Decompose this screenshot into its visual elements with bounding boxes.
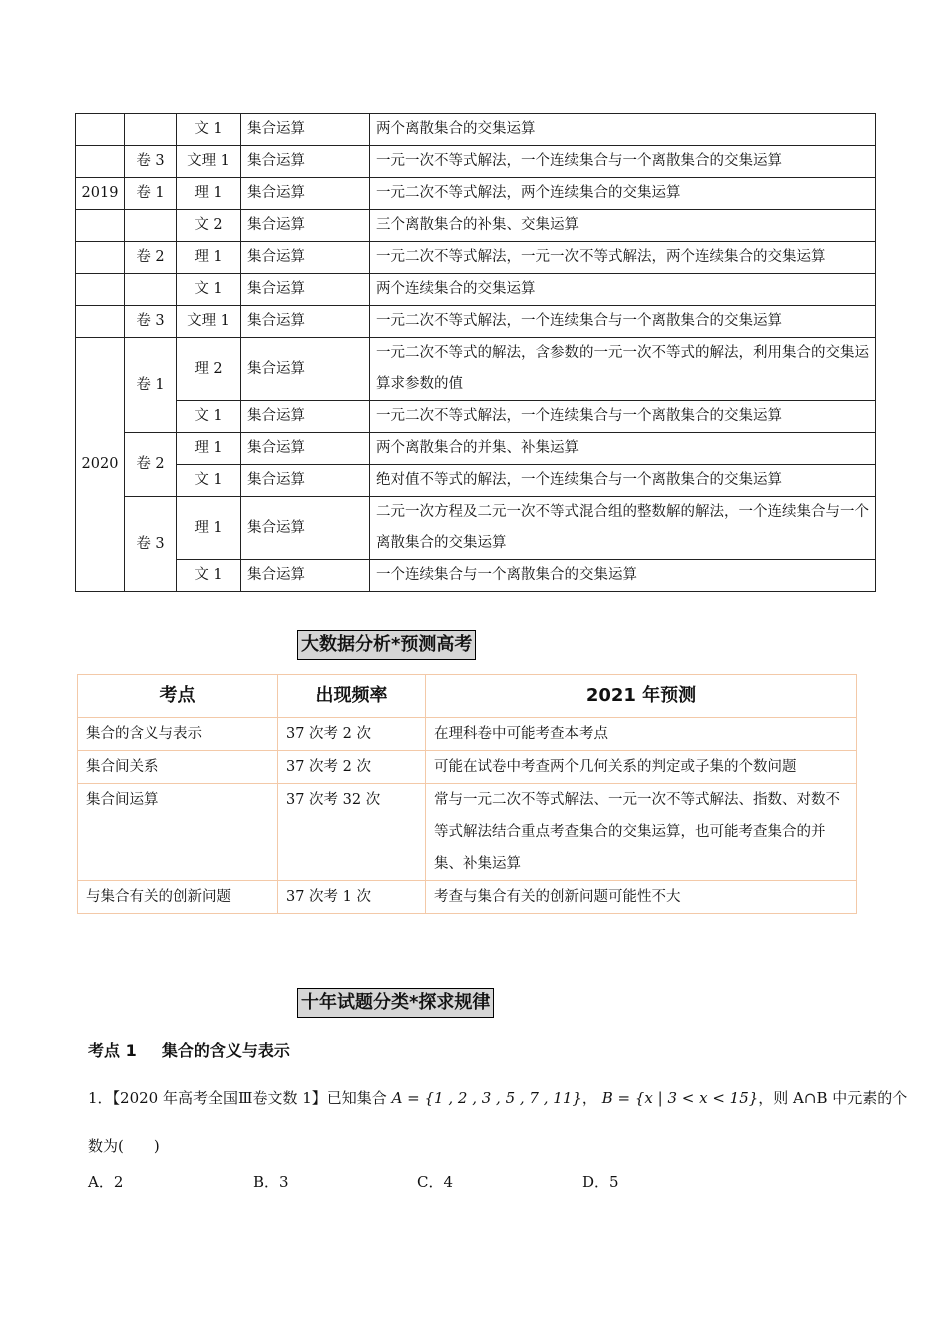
separator: ， [581, 1089, 597, 1107]
part-cell: 文 1 [177, 114, 241, 146]
desc-cell: 两个离散集合的交集运算 [370, 114, 876, 146]
frequency-cell: 37 次考 2 次 [278, 718, 426, 751]
paper-cell [125, 114, 177, 146]
table-row [76, 178, 876, 210]
question-source: 【2020 年高考全国Ⅲ卷文数 1】已知集合 [112, 1089, 387, 1107]
table-row [76, 401, 876, 433]
kaodian-heading [88, 1038, 290, 1061]
topic-cell: 集合运算 [241, 433, 370, 465]
table-row [76, 306, 876, 338]
table-row [78, 784, 857, 881]
part-cell: 理 1 [177, 178, 241, 210]
year-cell [76, 146, 125, 178]
desc-cell: 一元二次不等式解法，一个连续集合与一个离散集合的交集运算 [370, 306, 876, 338]
topic-cell: 集合运算 [241, 146, 370, 178]
desc-cell: 二元一次方程及二元一次不等式混合组的整数解的解法，一个连续集合与一个离散集合的交集运算 [370, 497, 876, 560]
table-row [76, 274, 876, 306]
topic-cell: 集合运算 [241, 338, 370, 401]
history-table [75, 113, 876, 592]
part-cell: 理 2 [177, 338, 241, 401]
prediction-cell: 常与一元二次不等式解法、一元一次不等式解法、指数、对数不等式解法结合重点考查集合的交集运算，也可能考查集合的并集、补集运算 [426, 784, 857, 881]
part-cell: 文理 1 [177, 306, 241, 338]
desc-cell: 一元二次不等式解法，两个连续集合的交集运算 [370, 178, 876, 210]
option-a[interactable]: A．2 [88, 1173, 124, 1191]
table-row [78, 751, 857, 784]
table-row [76, 114, 876, 146]
topic-cell: 集合运算 [241, 306, 370, 338]
year-cell [76, 306, 125, 338]
prediction-cell: 可能在试卷中考查两个几何关系的判定或子集的个数问题 [426, 751, 857, 784]
frequency-cell: 37 次考 2 次 [278, 751, 426, 784]
column-header-point: 考点 [78, 675, 278, 718]
desc-cell: 绝对值不等式的解法，一个连续集合与一个离散集合的交集运算 [370, 465, 876, 497]
topic-cell: 集合运算 [241, 274, 370, 306]
table-row [76, 338, 876, 401]
paper-cell: 卷 1 [125, 178, 177, 210]
table-row [76, 242, 876, 274]
point-cell: 与集合有关的创新问题 [78, 881, 278, 914]
paper-cell: 卷 2 [125, 242, 177, 274]
part-cell: 文 1 [177, 465, 241, 497]
part-cell: 文 2 [177, 210, 241, 242]
table-row [76, 146, 876, 178]
option-c[interactable]: C．4 [417, 1173, 454, 1191]
topic-cell: 集合运算 [241, 560, 370, 592]
desc-cell: 两个离散集合的并集、补集运算 [370, 433, 876, 465]
topic-cell: 集合运算 [241, 242, 370, 274]
part-cell: 理 1 [177, 497, 241, 560]
point-cell: 集合间运算 [78, 784, 278, 881]
table-row [76, 497, 876, 560]
topic-cell: 集合运算 [241, 178, 370, 210]
desc-cell: 一元二次不等式解法，一个连续集合与一个离散集合的交集运算 [370, 401, 876, 433]
table-row [76, 465, 876, 497]
desc-cell: 三个离散集合的补集、交集运算 [370, 210, 876, 242]
set-b-expression: B = {x | 3 < x < 15} [601, 1089, 759, 1107]
topic-cell: 集合运算 [241, 401, 370, 433]
year-cell: 2020 [76, 338, 125, 592]
year-cell: 2019 [76, 178, 125, 210]
year-cell [76, 274, 125, 306]
desc-cell: 一元一次不等式解法，一个连续集合与一个离散集合的交集运算 [370, 146, 876, 178]
kaodian-label: 考点 1 [88, 1041, 137, 1060]
option-d[interactable]: D．5 [582, 1173, 619, 1191]
part-cell: 理 1 [177, 242, 241, 274]
frequency-cell: 37 次考 32 次 [278, 784, 426, 881]
prediction-cell: 考查与集合有关的创新问题可能性不大 [426, 881, 857, 914]
topic-cell: 集合运算 [241, 497, 370, 560]
option-b[interactable]: B．3 [253, 1173, 289, 1191]
year-cell [76, 210, 125, 242]
table-row [76, 560, 876, 592]
paper-cell: 卷 3 [125, 497, 177, 592]
part-cell: 理 1 [177, 433, 241, 465]
table-header-row [78, 675, 857, 718]
section-title-classification: 十年试题分类*探求规律 [297, 988, 494, 1018]
topic-cell: 集合运算 [241, 114, 370, 146]
topic-cell: 集合运算 [241, 210, 370, 242]
paper-cell: 卷 3 [125, 306, 177, 338]
topic-cell: 集合运算 [241, 465, 370, 497]
paper-cell: 卷 3 [125, 146, 177, 178]
paper-cell [125, 210, 177, 242]
kaodian-title: 集合的含义与表示 [161, 1041, 290, 1060]
year-cell [76, 114, 125, 146]
point-cell: 集合的含义与表示 [78, 718, 278, 751]
prediction-cell: 在理科卷中可能考查本考点 [426, 718, 857, 751]
question-tail: ，则 A∩B 中元素的个 [758, 1089, 908, 1107]
table-row [78, 718, 857, 751]
part-cell: 文 1 [177, 401, 241, 433]
part-cell: 文 1 [177, 560, 241, 592]
part-cell: 文理 1 [177, 146, 241, 178]
table-row [76, 210, 876, 242]
paper-cell: 卷 1 [125, 338, 177, 433]
desc-cell: 两个连续集合的交集运算 [370, 274, 876, 306]
point-cell: 集合间关系 [78, 751, 278, 784]
section-title-forecast: 大数据分析*预测高考 [297, 630, 476, 660]
question-line-2: 数为( ) [88, 1137, 160, 1155]
table-row [78, 881, 857, 914]
frequency-cell: 37 次考 1 次 [278, 881, 426, 914]
question-number: 1． [88, 1089, 113, 1107]
forecast-table [77, 674, 857, 914]
table-row [76, 433, 876, 465]
year-cell [76, 242, 125, 274]
question-line-1 [88, 1087, 907, 1108]
desc-cell: 一个连续集合与一个离散集合的交集运算 [370, 560, 876, 592]
desc-cell: 一元二次不等式的解法，含参数的一元一次不等式的解法，利用集合的交集运算求参数的值 [370, 338, 876, 401]
column-header-frequency: 出现频率 [278, 675, 426, 718]
paper-cell [125, 274, 177, 306]
desc-cell: 一元二次不等式解法，一元一次不等式解法，两个连续集合的交集运算 [370, 242, 876, 274]
paper-cell: 卷 2 [125, 433, 177, 497]
column-header-prediction: 2021 年预测 [426, 675, 857, 718]
set-a-expression: A = {1 , 2 , 3 , 5 , 7 , 11} [391, 1089, 582, 1107]
part-cell: 文 1 [177, 274, 241, 306]
